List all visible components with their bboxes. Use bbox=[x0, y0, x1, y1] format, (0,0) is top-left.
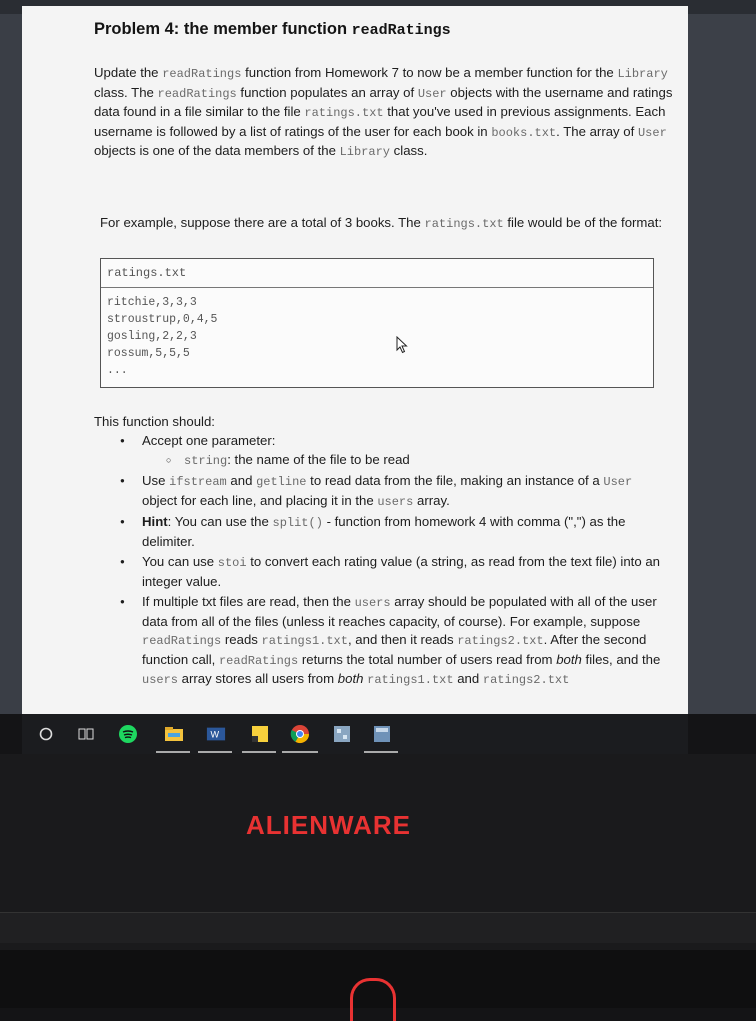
file-line: ritchie,3,3,3 bbox=[107, 296, 197, 309]
list-item: ● Accept one parameter: bbox=[94, 432, 664, 451]
active-app-indicator bbox=[282, 751, 318, 753]
list-item: ● You can use stoi to convert each rating value (a string, as read from the text file) into an integer value. bbox=[94, 553, 664, 591]
screen-left-area bbox=[0, 14, 22, 714]
task-view-icon[interactable] bbox=[76, 724, 96, 744]
keyboard-edge bbox=[0, 912, 756, 943]
file-line: stroustrup,0,4,5 bbox=[107, 313, 218, 326]
app-icon[interactable] bbox=[332, 724, 352, 744]
brand-logo: ALIENWARE bbox=[246, 810, 411, 840]
requirements-list bbox=[94, 430, 664, 690]
chrome-icon[interactable] bbox=[290, 724, 310, 744]
active-app-indicator bbox=[364, 751, 398, 753]
app-icon-2[interactable] bbox=[372, 724, 392, 744]
list-item: ● If multiple txt files are read, then the users array should be populated with all of the user data from all of the files (unless it reaches capacity, of course). For example, suppose readRatings reads ratings1.txt, and then it reads ratings2.txt. After the second function call, readRatings returns the total number of users read from both files, and the users array stores all users from both ratings1.txt and ratings2.txt bbox=[94, 593, 664, 690]
file-box-header: ratings.txt bbox=[101, 259, 653, 288]
file-line: gosling,2,2,3 bbox=[107, 330, 197, 343]
file-line: ... bbox=[107, 364, 128, 377]
ratings-file-example bbox=[100, 258, 654, 388]
sticky-notes-icon[interactable] bbox=[250, 724, 270, 744]
intro-paragraph: Update the readRatings function from Homework 7 to now be a member function for the Library class. The readRatings function populates an array of User objects with the username and ratings data found in a file similar to the file ratings.txt that you've used in previous assignments. Each username is followed by a list of ratings of the user for each book in books.txt. The array of User objects is one of the data members of the Library class. bbox=[94, 65, 673, 159]
document-page bbox=[22, 6, 688, 714]
problem-title: Problem 4: the member function readRatings bbox=[94, 20, 451, 39]
active-app-indicator bbox=[198, 751, 232, 753]
list-subitem: ○ string: the name of the file to be read bbox=[94, 451, 664, 471]
cortana-icon[interactable] bbox=[36, 724, 56, 744]
screen-right-area bbox=[688, 14, 756, 714]
list-item: ● Hint: You can use the split() - function from homework 4 with comma (",") as the delimiter. bbox=[94, 513, 664, 551]
windows-taskbar bbox=[22, 714, 688, 754]
example-paragraph: For example, suppose there are a total of 3 books. The ratings.txt file would be of the format: bbox=[100, 215, 663, 231]
function-should-label: This function should: bbox=[94, 414, 215, 429]
word-icon[interactable] bbox=[206, 724, 226, 744]
mouse-cursor-icon bbox=[396, 336, 408, 354]
file-explorer-icon[interactable] bbox=[164, 724, 184, 744]
list-item: ● Use ifstream and getline to read data from the file, making an instance of a User object for each line, and placing it in the users array. bbox=[94, 472, 664, 511]
file-line: rossum,5,5,5 bbox=[107, 347, 190, 360]
file-box-lines bbox=[101, 288, 653, 379]
power-light-icon bbox=[350, 978, 396, 1021]
spotify-icon[interactable] bbox=[118, 724, 138, 744]
active-app-indicator bbox=[156, 751, 190, 753]
active-app-indicator bbox=[242, 751, 276, 753]
svg-text:W: W bbox=[210, 729, 220, 740]
